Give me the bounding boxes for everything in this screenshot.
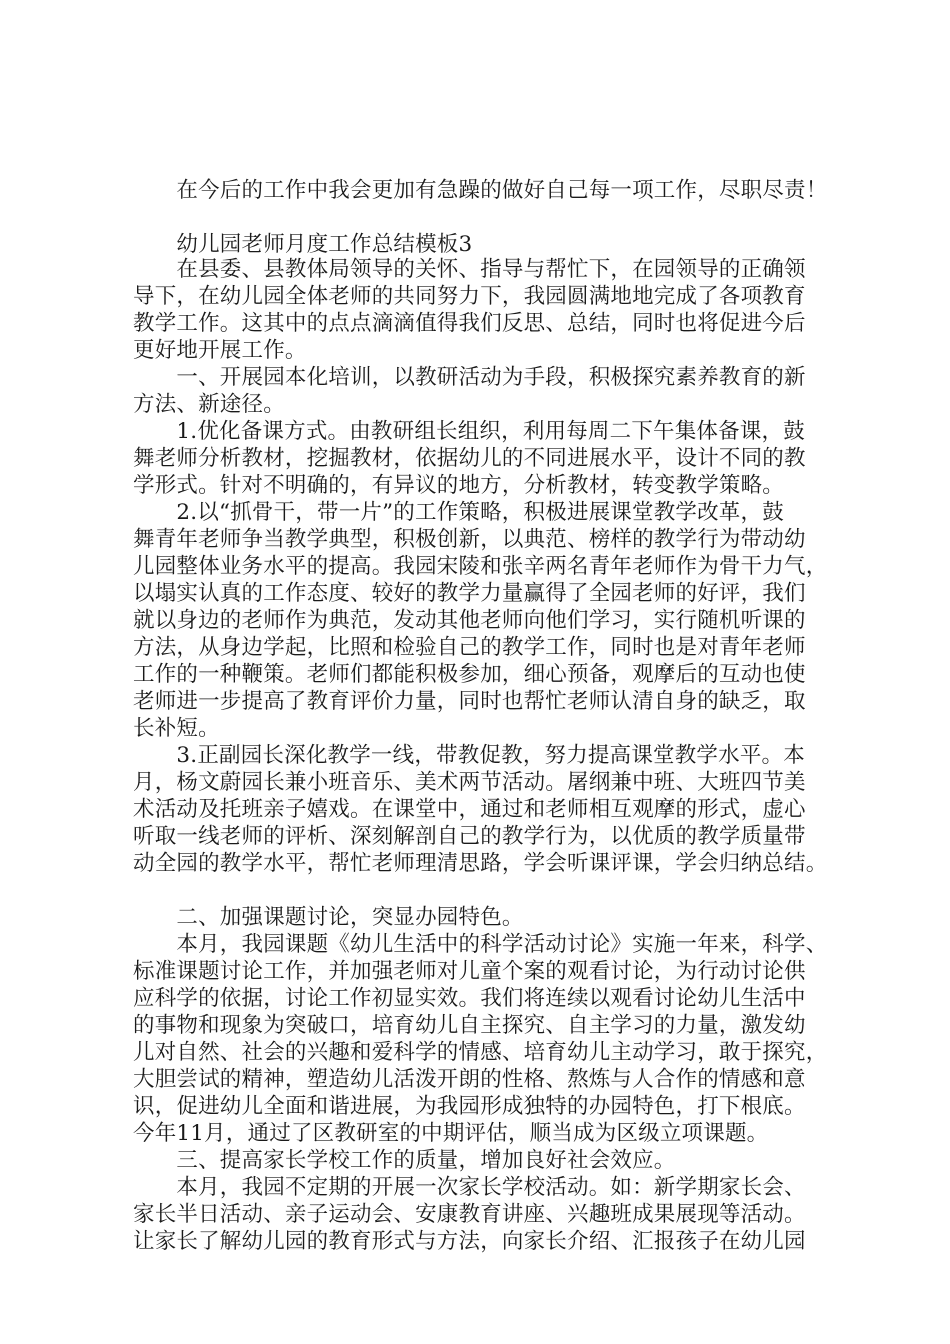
text-line: 以塌实认真的工作态度、较好的教学力量赢得了全园老师的好评，我们 — [133, 581, 806, 606]
text-line: 工作的一种鞭策。老师们都能积极参加，细心预备，观摩后的互动也使 — [133, 662, 806, 687]
text-line: 今年11月，通过了区教研室的中期评估，顺当成为区级立项课题。 — [133, 1121, 769, 1146]
text-line: 长补短。 — [133, 716, 220, 741]
text-line: 月，杨文蔚园长兼小班音乐、美术两节活动。屠纲兼中班、大班四节美 — [133, 770, 806, 795]
text-line: 1.优化备课方式。由教研组长组织，利用每周二下午集体备课，鼓 — [133, 419, 805, 444]
text-line: 就以身边的老师作为典范，发动其他老师向他们学习，实行随机听课的 — [133, 608, 806, 633]
text-line: 大胆尝试的精神，塑造幼儿活泼开朗的性格、熬炼与人合作的情感和意 — [133, 1067, 806, 1092]
text-line: 方法、新途径。 — [133, 392, 285, 417]
section-heading: 二、加强课题讨论，突显办园特色。 — [133, 905, 524, 930]
text-line: 更好地开展工作。 — [133, 338, 307, 363]
text-line: 术活动及托班亲子嬉戏。在课堂中，通过和老师相互观摩的形式，虚心 — [133, 797, 806, 822]
text-line: 2.以“抓骨干，带一片”的工作策略，积极进展课堂教学改革，鼓 — [133, 500, 784, 525]
text-line: 在今后的工作中我会更加有急躁的做好自己每一项工作，尽职尽责！ — [133, 178, 828, 203]
text-line: 舞老师分析教材，挖掘教材，依据幼儿的不同进展水平，设计不同的教 — [133, 446, 806, 471]
text-line: 在县委、县教体局领导的关怀、指导与帮忙下，在园领导的正确领 — [133, 257, 806, 282]
text-line: 识，促进幼儿全面和谐进展，为我园形成独特的办园特色，打下根底。 — [133, 1094, 806, 1119]
text-line: 教学工作。这其中的点点滴滴值得我们反思、总结，同时也将促进今后 — [133, 311, 806, 336]
text-line: 学形式。针对不明确的，有异议的地方，分析教材，转变教学策略。 — [133, 473, 785, 498]
text-line: 舞青年老师争当教学典型，积极创新，以典范、榜样的教学行为带动幼 — [133, 527, 806, 552]
text-line: 听取一线老师的评析、深刻解剖自己的教学行为，以优质的教学质量带 — [133, 824, 806, 849]
section-heading: 一、开展园本化培训，以教研活动为手段，积极探究素养教育的新 — [133, 365, 806, 390]
text-line: 方法，从身边学起，比照和检验自己的教学工作，同时也是对青年老师 — [133, 635, 806, 660]
text-line: 动全园的教学水平，帮忙老师理清思路，学会听课评课，学会归纳总结。 — [133, 851, 828, 876]
text-line: 家长半日活动、亲子运动会、安康教育讲座、兴趣班成果展现等活动。 — [133, 1202, 806, 1227]
text-line: 的事物和现象为突破口，培育幼儿自主探究、自主学习的力量，激发幼 — [133, 1013, 806, 1038]
text-line: 导下，在幼儿园全体老师的共同努力下，我园圆满地地完成了各项教育 — [133, 284, 806, 309]
text-line: 标准课题讨论工作，并加强老师对儿童个案的观看讨论，为行动讨论供 — [133, 959, 806, 984]
text-line: 儿对自然、社会的兴趣和爱科学的情感、培育幼儿主动学习，敢于探究， — [133, 1040, 828, 1065]
section-heading: 三、提高家长学校工作的质量，增加良好社会效应。 — [133, 1148, 676, 1173]
text-line: 本月，我园课题《幼儿生活中的科学活动讨论》实施一年来，科学、 — [133, 932, 828, 957]
text-line: 应科学的依据，讨论工作初显实效。我们将连续以观看讨论幼儿生活中 — [133, 986, 806, 1011]
text-line: 老师进一步提高了教育评价力量，同时也帮忙老师认清自身的缺乏，取 — [133, 689, 806, 714]
section-heading: 幼儿园老师月度工作总结模板3 — [133, 232, 473, 257]
text-line: 儿园整体业务水平的提高。我园宋陵和张辛两名青年老师作为骨干力气， — [133, 554, 828, 579]
text-line: 3.正副园长深化教学一线，带教促教，努力提高课堂教学水平。本 — [133, 743, 805, 768]
text-line: 让家长了解幼儿园的教育形式与方法，向家长介绍、汇报孩子在幼儿园 — [133, 1229, 806, 1254]
text-line: 本月，我园不定期的开展一次家长学校活动。如：新学期家长会、 — [133, 1175, 806, 1200]
